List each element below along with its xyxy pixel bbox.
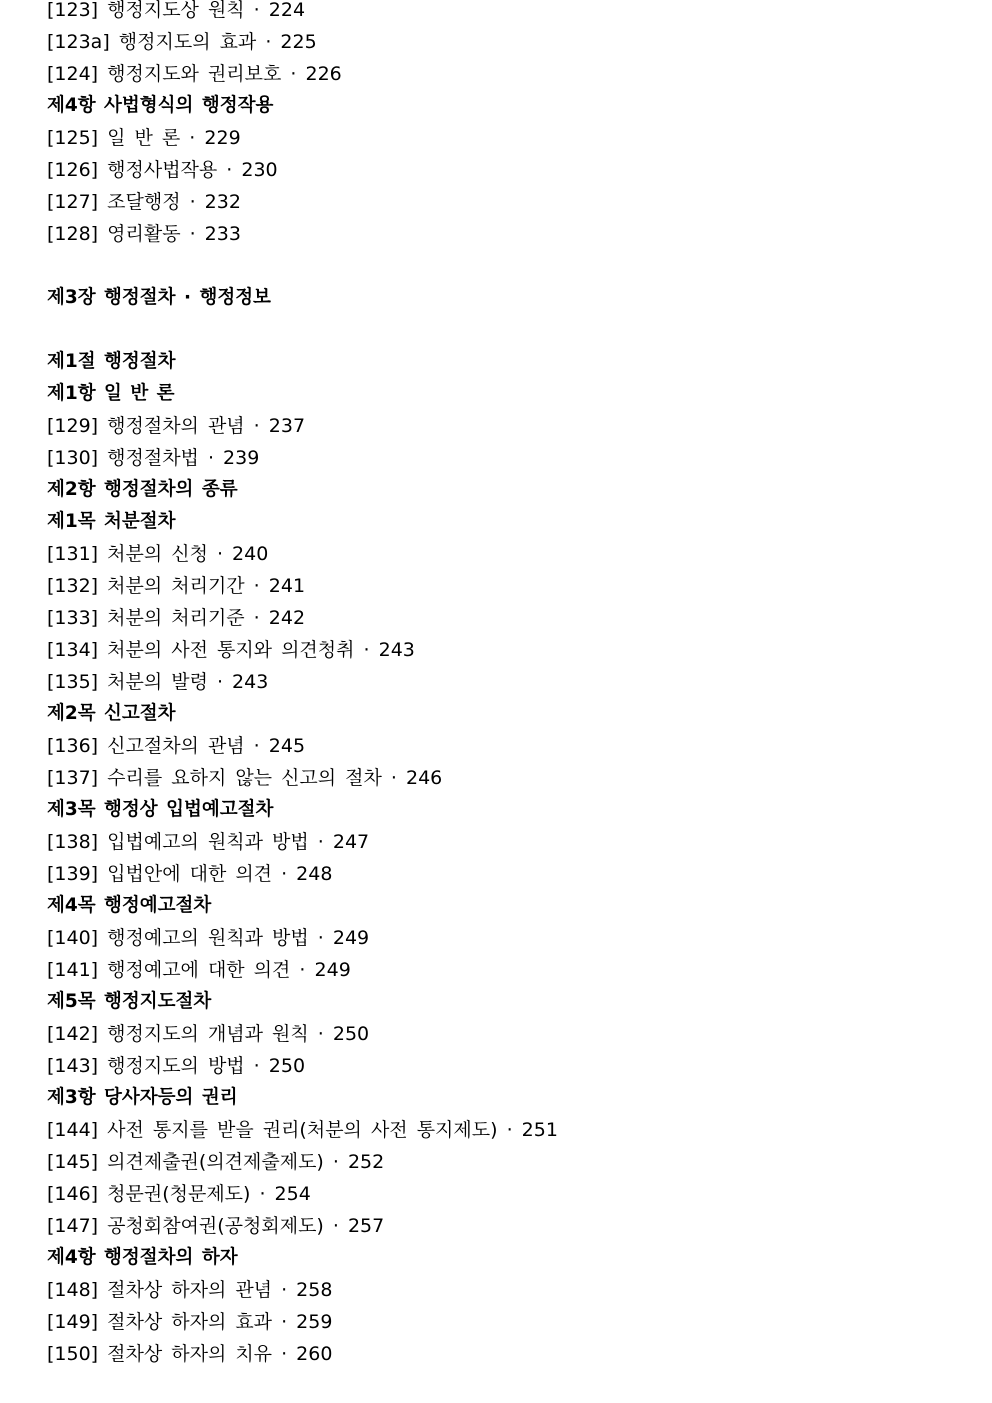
toc-section-heading: 제4목 행정예고절차 [47,895,212,916]
toc-section-heading: 제3목 행정상 입법예고절차 [47,799,274,820]
toc-entry: [128] 영리활동 · 233 [47,223,241,245]
toc-section-heading: 제2항 행정절차의 종류 [47,479,238,500]
toc-entry: [123a] 행정지도의 효과 · 225 [47,31,317,53]
table-of-contents [47,0,967,1370]
toc-entry: [149] 절차상 하자의 효과 · 259 [47,1311,333,1333]
toc-entry: [143] 행정지도의 방법 · 250 [47,1055,306,1077]
toc-entry: [146] 청문권(청문제도) · 254 [47,1183,311,1205]
toc-entry: [141] 행정예고에 대한 의견 · 249 [47,959,351,981]
toc-entry: [126] 행정사법작용 · 230 [47,159,278,181]
toc-entry: [137] 수리를 요하지 않는 신고의 절차 · 246 [47,767,443,789]
toc-section-heading: 제2목 신고절차 [47,703,176,724]
toc-section-heading: 제3항 당사자등의 권리 [47,1087,238,1108]
toc-entry: [123] 행정지도상 원칙 · 224 [47,0,306,21]
toc-entry: [133] 처분의 처리기준 · 242 [47,607,306,629]
toc-entry: [129] 행정절차의 관념 · 237 [47,415,306,437]
toc-entry: [139] 입법안에 대한 의견 · 248 [47,863,333,885]
toc-entry: [144] 사전 통지를 받을 권리(처분의 사전 통지제도) · 251 [47,1119,558,1141]
toc-spacer [47,314,967,346]
toc-section-heading: 제5목 행정지도절차 [47,991,212,1012]
toc-entry: [140] 행정예고의 원칙과 방법 · 249 [47,927,370,949]
toc-section-heading: 제4항 행정절차의 하자 [47,1247,238,1268]
toc-entry: [132] 처분의 처리기간 · 241 [47,575,306,597]
toc-entry: [125] 일 반 론 · 229 [47,127,241,149]
toc-entry: [131] 처분의 신청 · 240 [47,543,269,565]
toc-spacer [47,250,967,282]
toc-entry: [150] 절차상 하자의 치유 · 260 [47,1343,333,1365]
toc-section-heading: 제1항 일 반 론 [47,383,175,404]
toc-entry: [147] 공청회참여권(공청회제도) · 257 [47,1215,385,1237]
toc-entry: [136] 신고절차의 관념 · 245 [47,735,306,757]
toc-entry: [127] 조달행정 · 232 [47,191,241,213]
toc-entry: [130] 행정절차법 · 239 [47,447,260,469]
toc-entry: [142] 행정지도의 개념과 원칙 · 250 [47,1023,370,1045]
toc-section-heading: 제1절 행정절차 [47,351,176,372]
toc-entry: [145] 의견제출권(의견제출제도) · 252 [47,1151,385,1173]
toc-entry: [148] 절차상 하자의 관념 · 258 [47,1279,333,1301]
toc-section-heading: 제4항 사법형식의 행정작용 [47,95,274,116]
toc-entry: [135] 처분의 발령 · 243 [47,671,269,693]
toc-entry: [134] 처분의 사전 통지와 의견청취 · 243 [47,639,415,661]
toc-section-heading: 제3장 행정절차 · 행정정보 [47,287,271,308]
toc-entry: [138] 입법예고의 원칙과 방법 · 247 [47,831,370,853]
toc-section-heading: 제1목 처분절차 [47,511,176,532]
toc-entry: [124] 행정지도와 권리보호 · 226 [47,63,342,85]
